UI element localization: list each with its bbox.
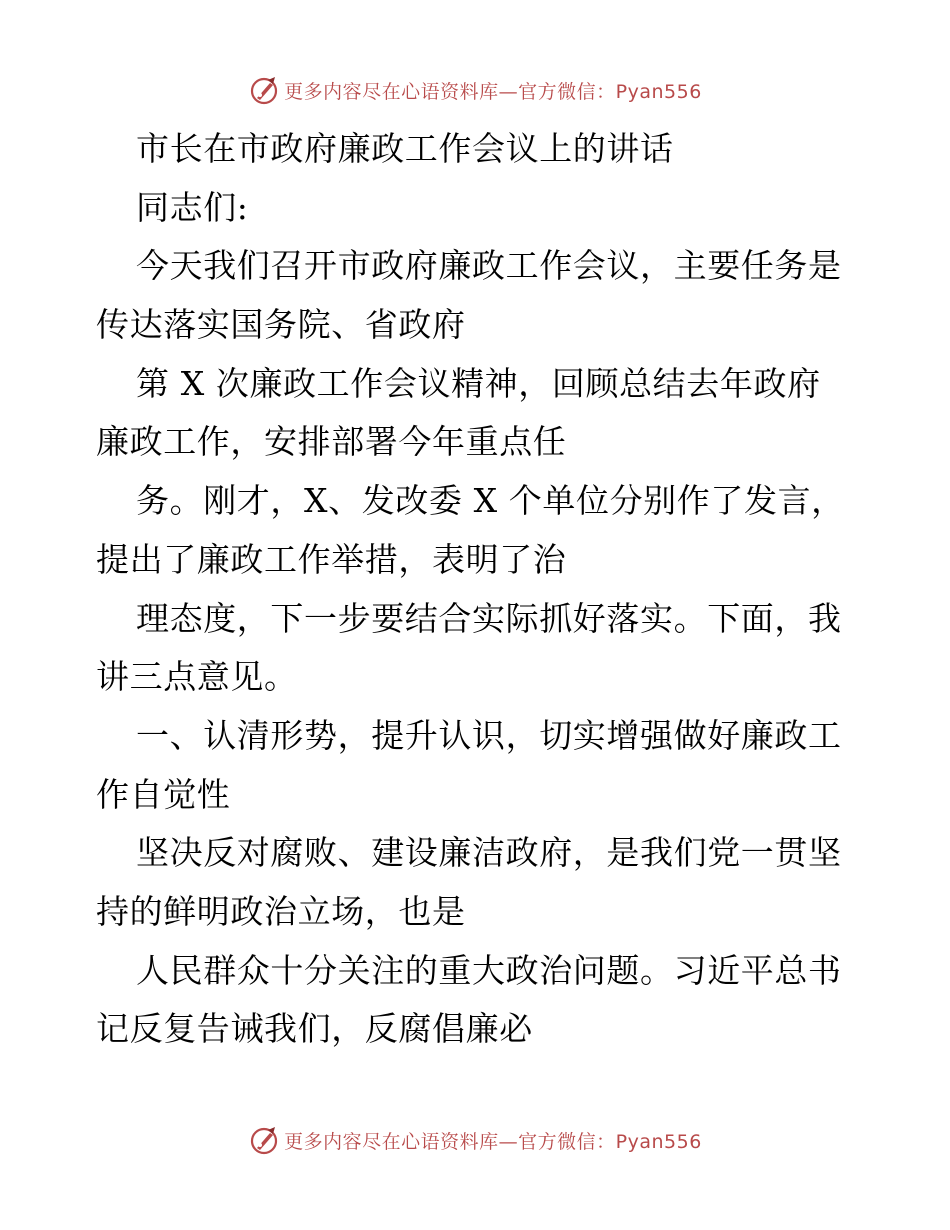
paragraph-line: 廉政工作，安排部署今年重点任 [96,422,567,462]
paragraph-line: 提出了廉政工作举措，表明了治 [96,539,567,579]
paragraph-line: 人民群众十分关注的重大政治问题。习近平总书 [136,950,842,990]
paragraph-line: 第 X 次廉政工作会议精神，回顾总结去年政府 [136,363,821,403]
quill-seal-logo-icon [248,1124,280,1156]
paragraph-line: 记反复告诫我们，反腐倡廉必 [96,1009,533,1049]
watermark-text: 更多内容尽在心语资料库—官方微信：Pyan556 [284,1130,702,1153]
paragraph-line: 讲三点意见。 [96,657,298,697]
section-heading: 作自觉性 [96,774,231,814]
document-title: 市长在市政府廉政工作会议上的讲话 [136,129,674,168]
section-heading: 一、认清形势，提升认识，切实增强做好廉政工 [136,715,842,755]
watermark-text: 更多内容尽在心语资料库—官方微信：Pyan556 [284,80,702,103]
paragraph-line: 坚决反对腐败、建设廉洁政府，是我们党一贯坚 [136,833,842,873]
paragraph-line: 务。刚才，X、发改委 X 个单位分别作了发言， [136,481,845,521]
paragraph-line: 理态度，下一步要结合实际抓好落实。下面，我 [136,598,842,638]
salutation: 同志们: [136,187,249,227]
quill-seal-logo-icon [248,74,280,106]
header-watermark [0,70,950,110]
document-body [96,120,856,1059]
paragraph-line: 持的鲜明政治立场，也是 [96,891,466,931]
paragraph-line: 传达落实国务院、省政府 [96,305,466,345]
footer-watermark [0,1120,950,1160]
paragraph-line: 今天我们召开市政府廉政工作会议，主要任务是 [136,246,842,286]
